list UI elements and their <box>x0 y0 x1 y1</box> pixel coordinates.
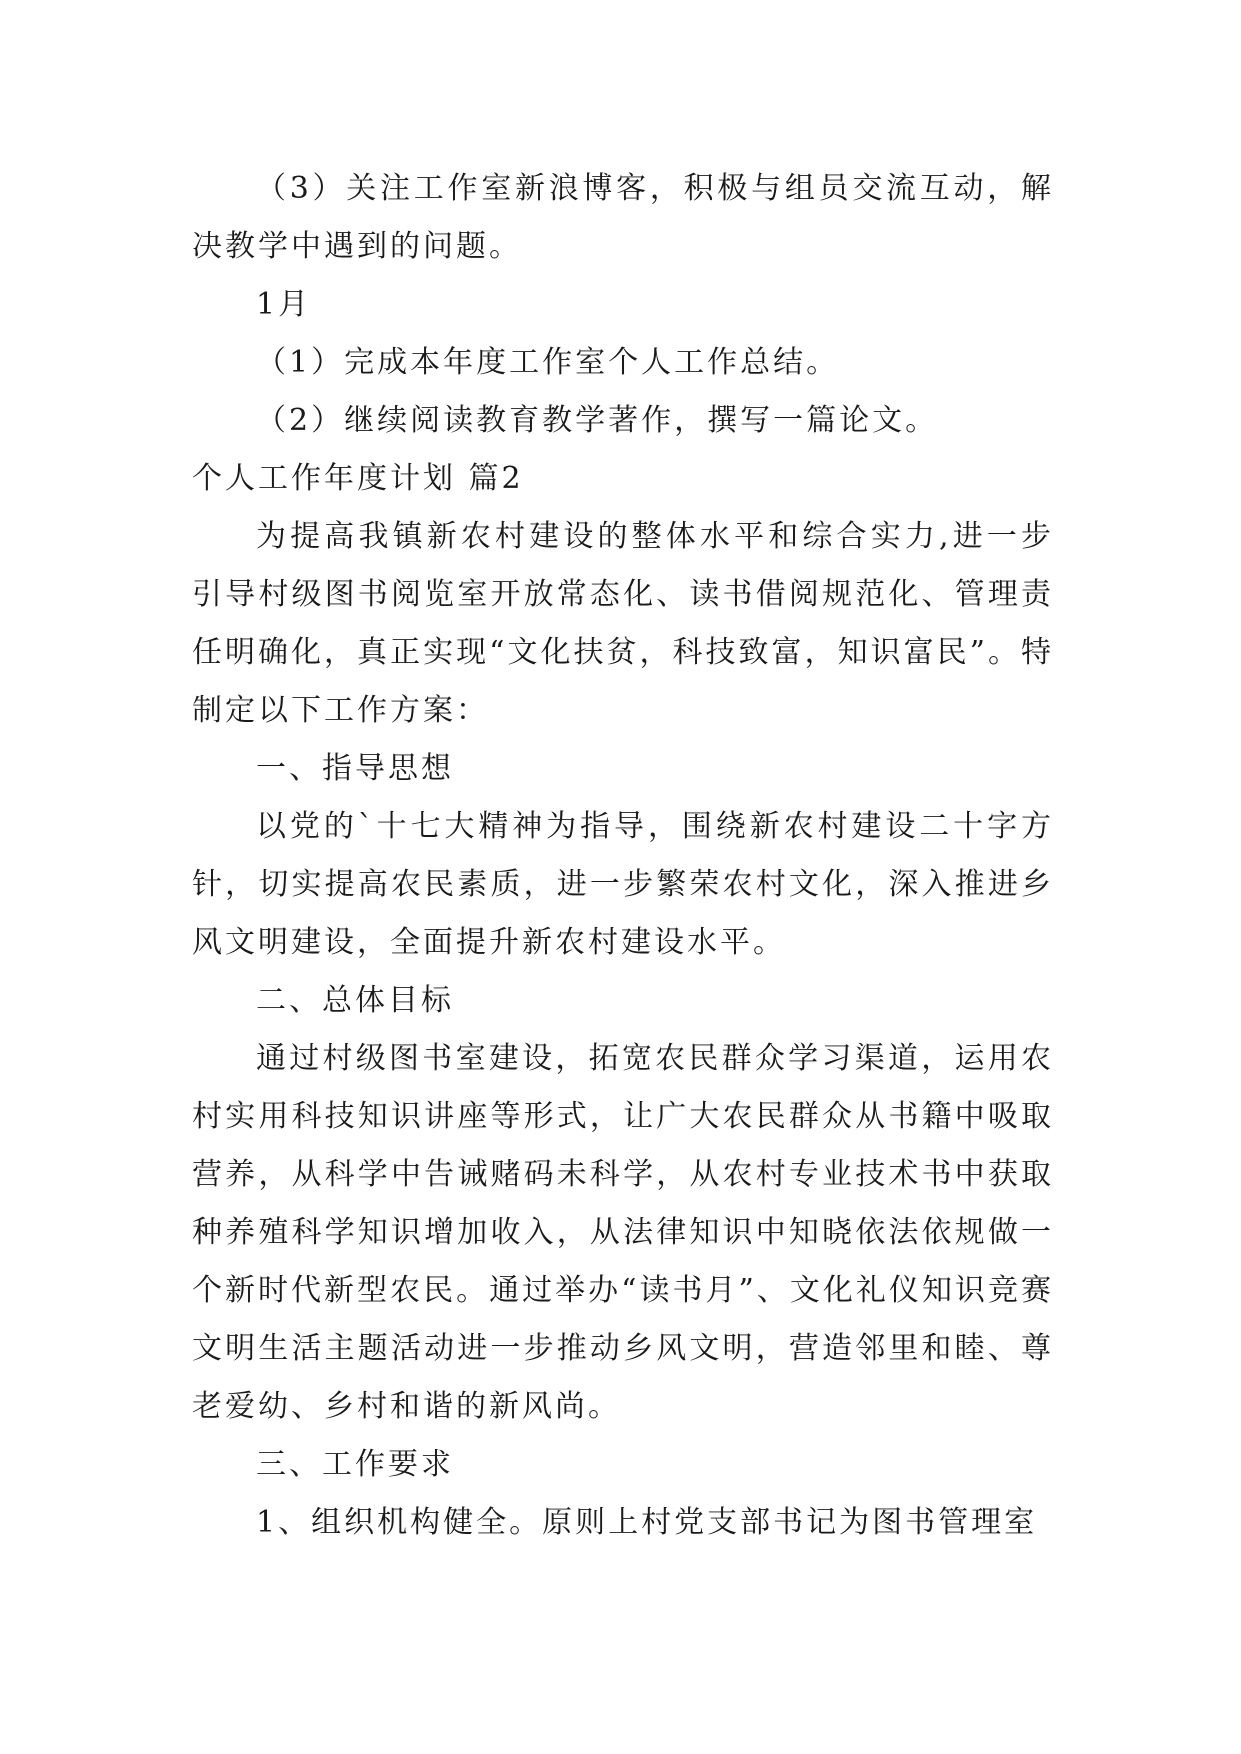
section-title: 个人工作年度计划 篇2 <box>192 461 524 496</box>
overall-goal-paragraph: 通过村级图书室建设，拓宽农民群众学习渠道，运用农村实用科技知识讲座等形式，让广大农民群众从书籍中吸取营养，从科学中告诫赌码未科学，从农村专业技术书中获取种养殖科学知识增加收入，从法律知识中知晓依法依规做一个新时代新型农民。通过举办“读书月”、文化礼仪知识竞赛文明生活主题活动进一步推动乡风文明，营造邻里和睦、尊老爱幼、乡村和谐的新风尚。 <box>192 1041 1054 1424</box>
intro-paragraph: 为提高我镇新农村建设的整体水平和综合实力,进一步引导村级图书阅览室开放常态化、读书借阅规范化、管理责任明确化，真正实现“文化扶贫，科技致富，知识富民”。特制定以下工作方案： <box>192 519 1054 728</box>
document-body <box>192 160 1054 1552</box>
paragraph-item-1: （1）完成本年度工作室个人工作总结。 <box>256 345 840 380</box>
month-heading-january: 1月 <box>256 287 312 322</box>
section-heading-work-requirements: 三、工作要求 <box>256 1447 454 1482</box>
paragraph-item-2: （2）继续阅读教育教学著作，撰写一篇论文。 <box>256 403 939 438</box>
paragraph-item-3: （3）关注工作室新浪博客，积极与组员交流互动，解决教学中遇到的问题。 <box>192 171 1054 264</box>
section-heading-overall-goal: 二、总体目标 <box>256 983 454 1018</box>
section-heading-guiding-ideology: 一、指导思想 <box>256 751 454 786</box>
guiding-ideology-paragraph: 以党的`十七大精神为指导，围绕新农村建设二十字方针，切实提高农民素质，进一步繁荣农村文化，深入推进乡风文明建设，全面提升新农村建设水平。 <box>192 809 1054 960</box>
work-requirements-paragraph: 1、组织机构健全。原则上村党支部书记为图书管理室 <box>256 1505 1038 1540</box>
